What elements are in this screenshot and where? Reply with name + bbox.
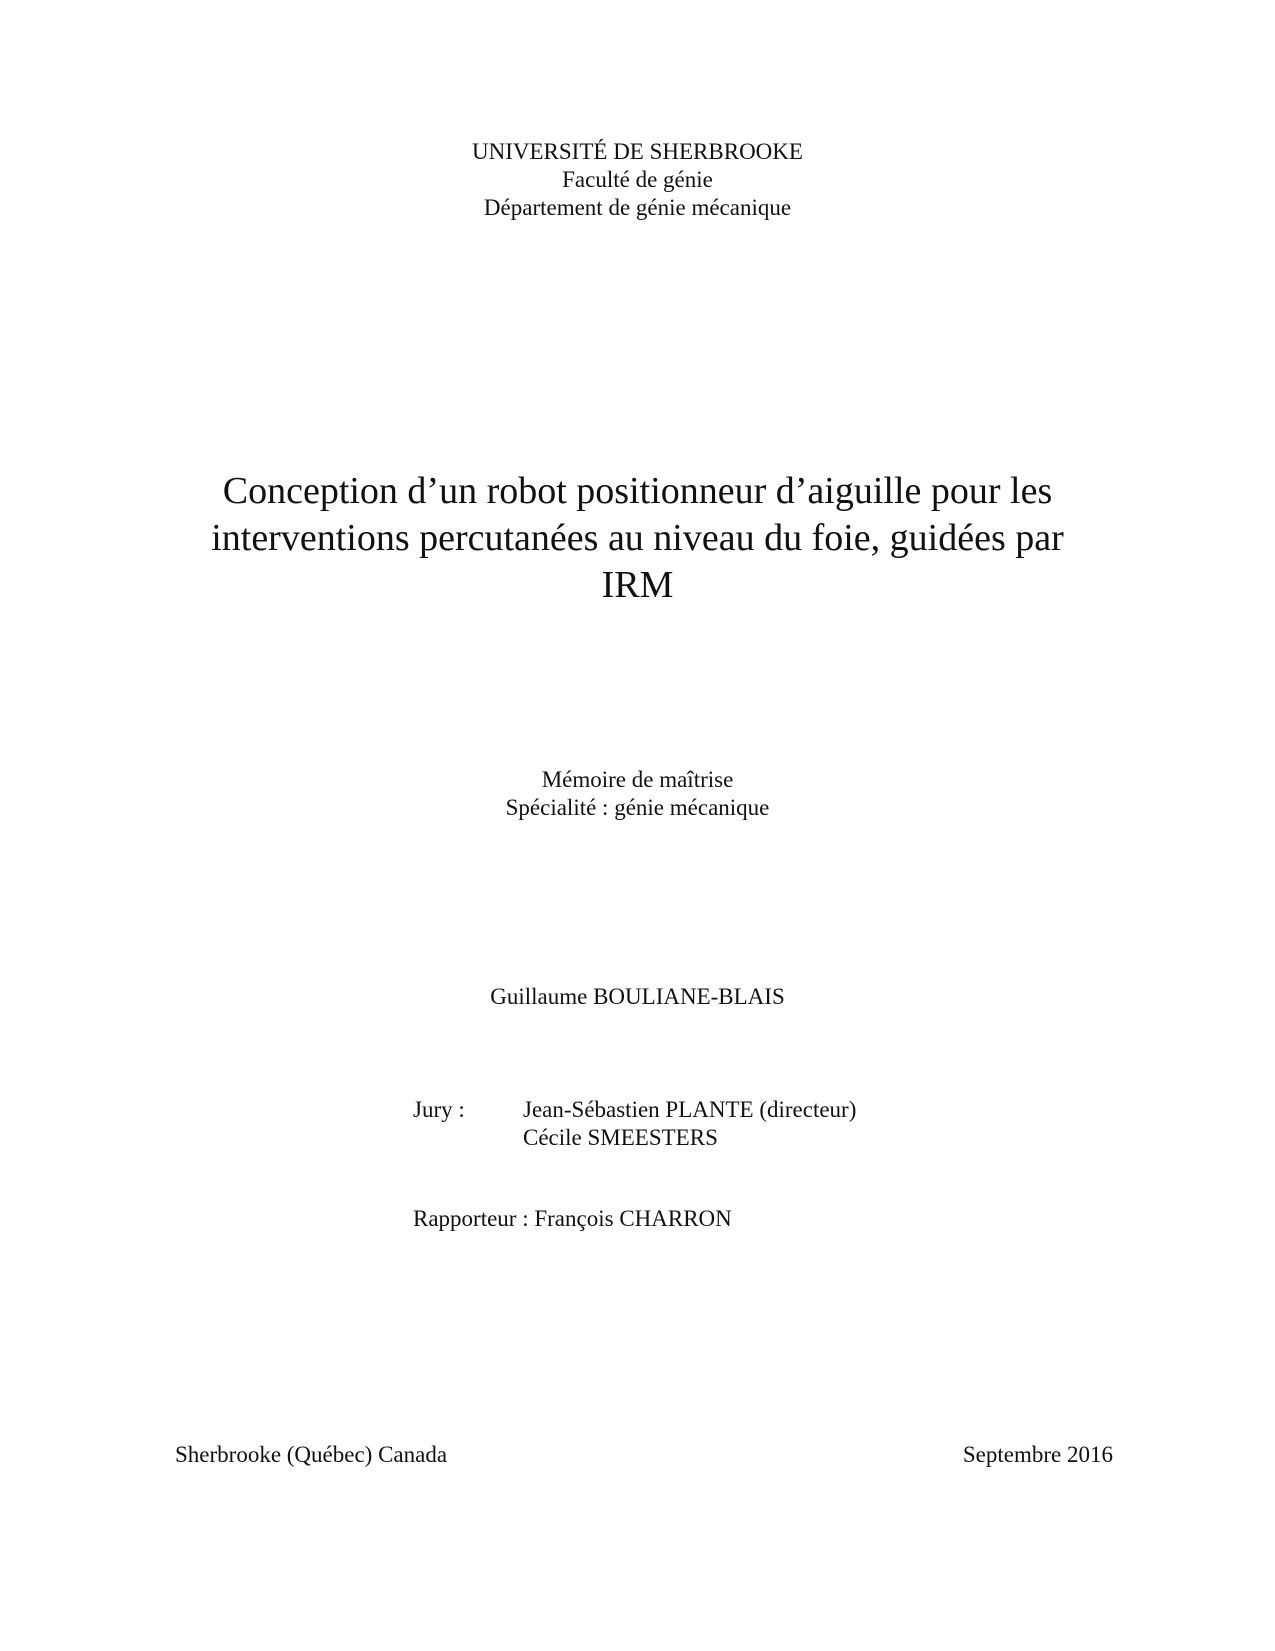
jury-label: Jury : (413, 1097, 465, 1122)
author (0, 983, 1275, 1011)
institution-header (0, 138, 1275, 222)
footer-location: Sherbrooke (Québec) Canada (175, 1442, 448, 1467)
degree-specialty: Spécialité : génie mécanique (505, 795, 770, 820)
thesis-title-line-3: IRM (601, 564, 674, 606)
jury-row (413, 1096, 856, 1152)
rapporteur: Rapporteur : François CHARRON (413, 1206, 732, 1231)
faculty-name: Faculté de génie (562, 167, 713, 192)
jury-member-2: Cécile SMEESTERS (523, 1125, 718, 1150)
footer-date: Septembre 2016 (962, 1442, 1113, 1467)
degree-info (0, 766, 1275, 822)
jury-section (413, 1096, 856, 1152)
thesis-title-line-2: interventions percutanées au niveau du foie, guidées par (211, 517, 1064, 559)
jury-member-director: Jean-Sébastien PLANTE (directeur) (523, 1097, 857, 1122)
jury-members (523, 1096, 856, 1152)
department-name: Département de génie mécanique (483, 195, 792, 220)
thesis-title (0, 468, 1275, 609)
thesis-title-line-1: Conception d’un robot positionneur d’aiguille pour les (222, 470, 1053, 512)
degree-type: Mémoire de maîtrise (541, 767, 734, 792)
author-name: Guillaume BOULIANE-BLAIS (490, 984, 785, 1009)
university-name: UNIVERSITÉ DE SHERBROOKE (472, 139, 803, 164)
